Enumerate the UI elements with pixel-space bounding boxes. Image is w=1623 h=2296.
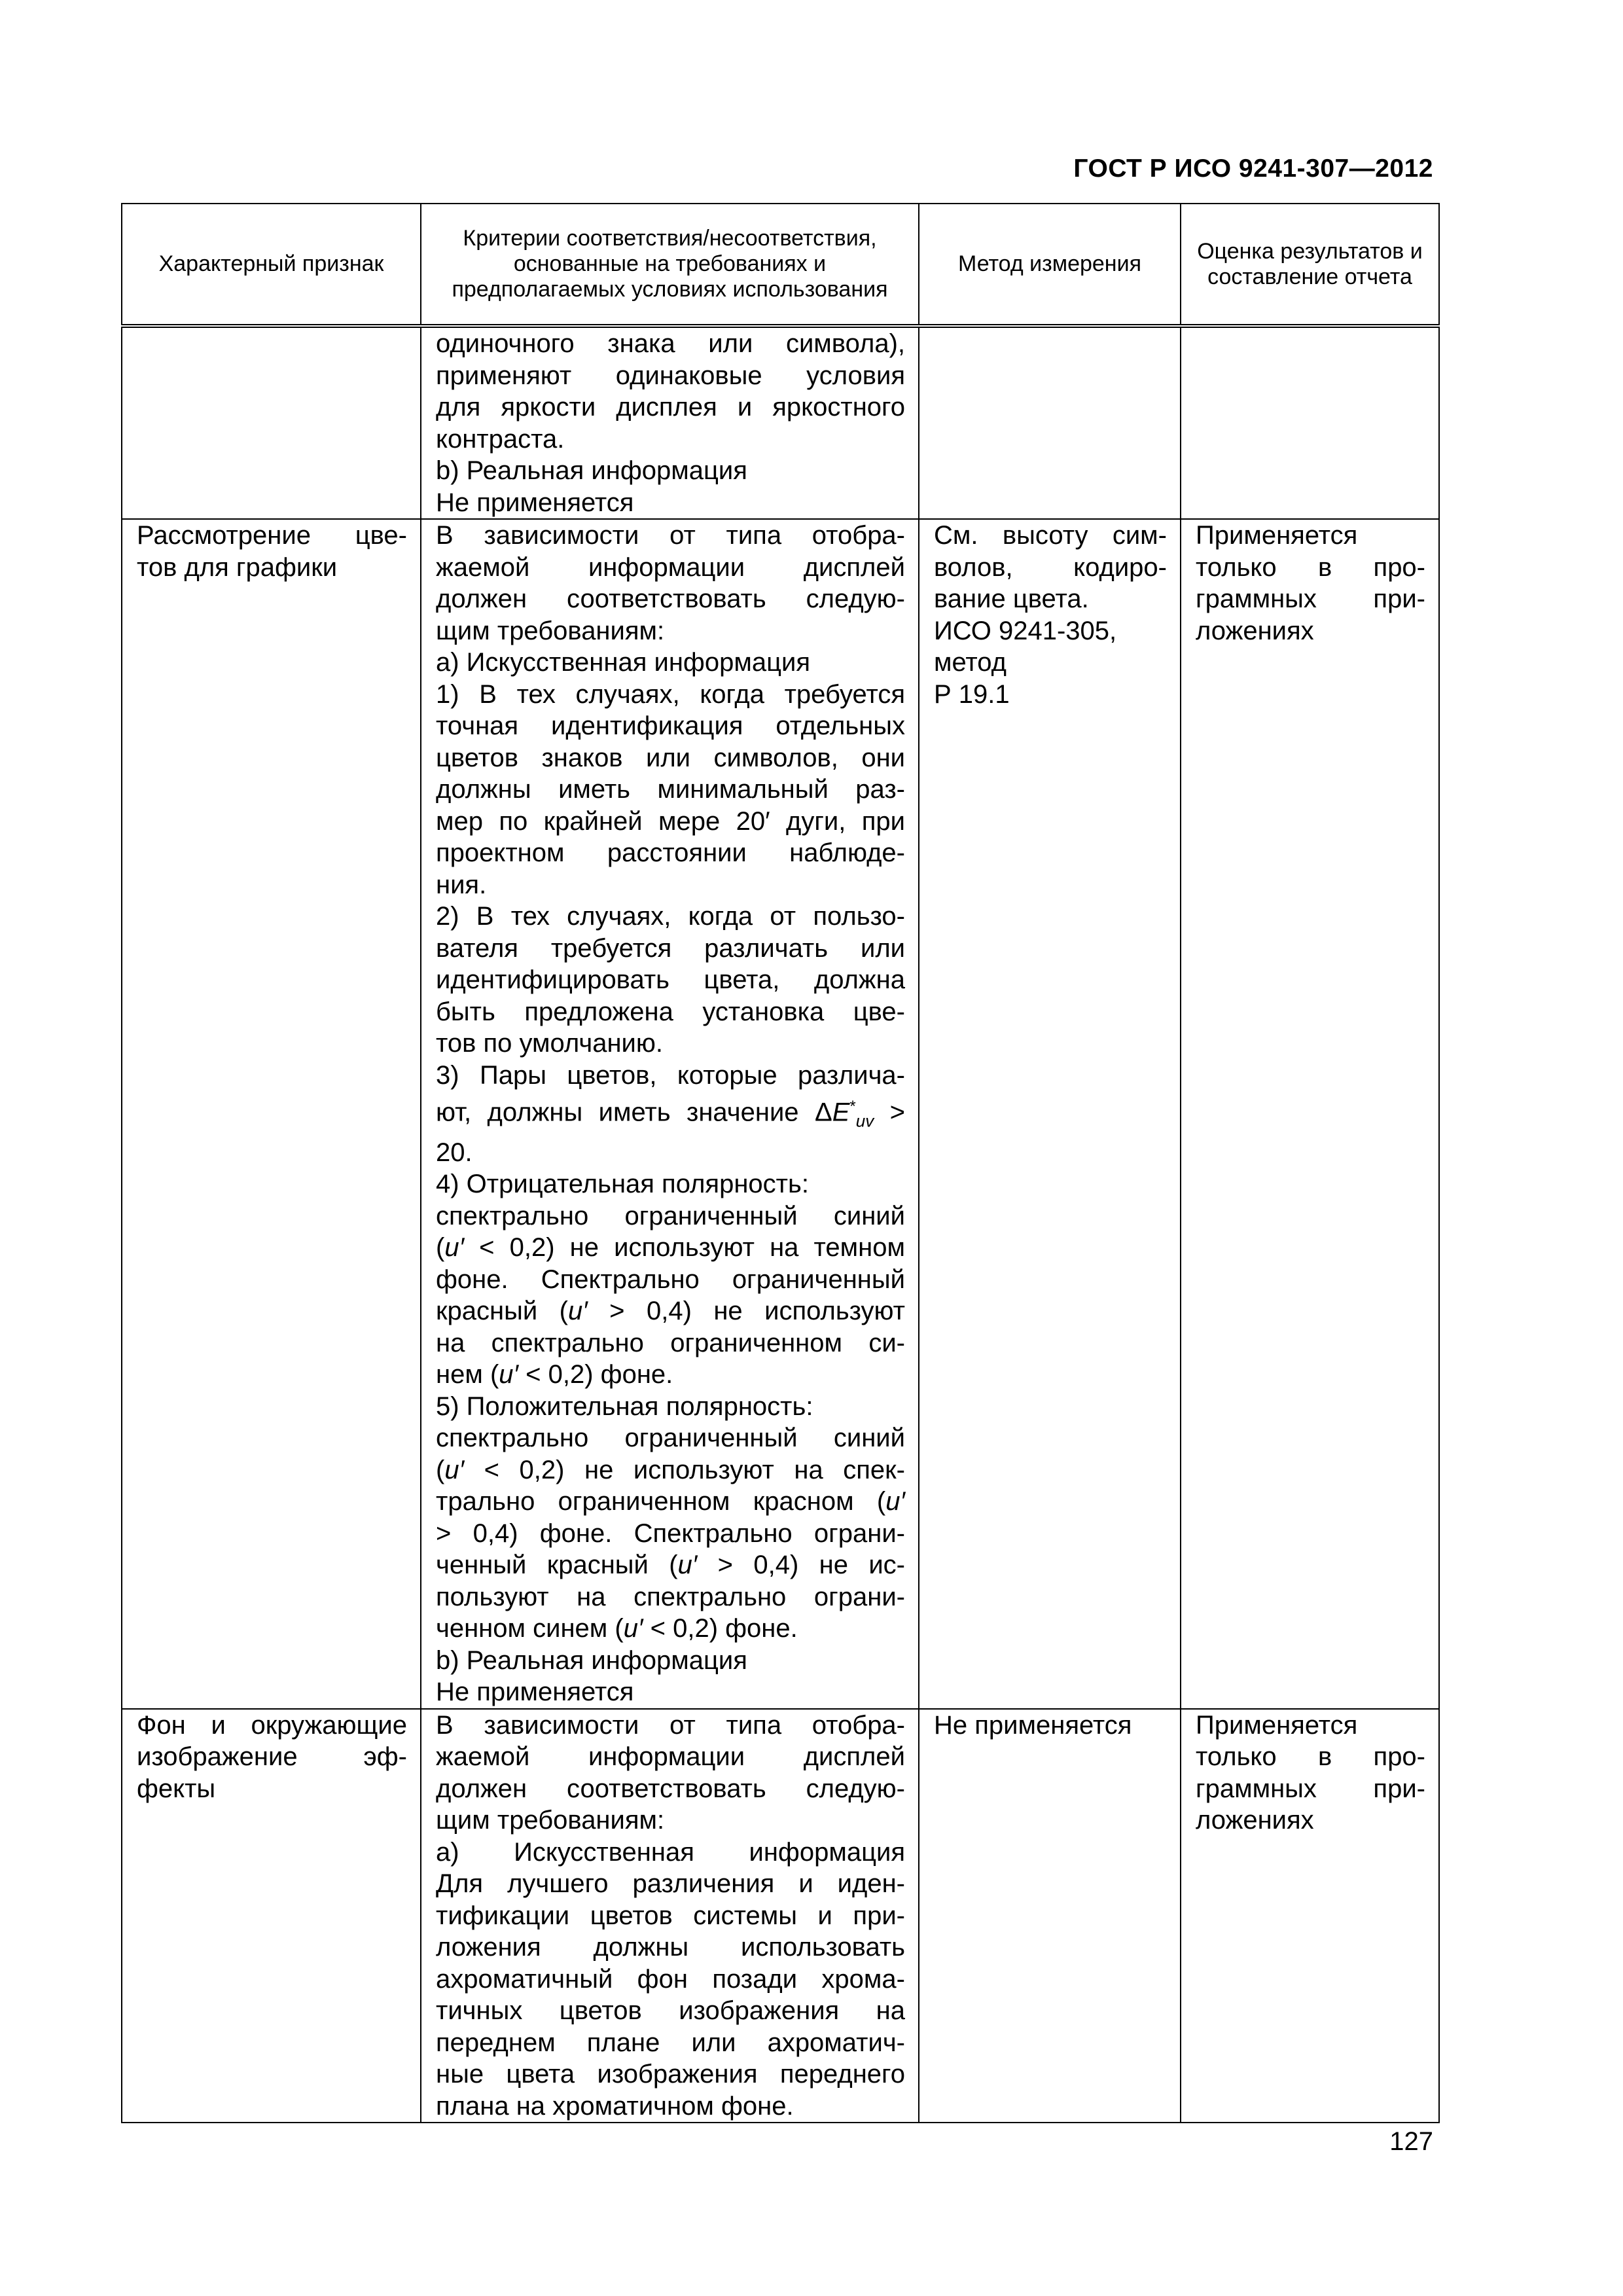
cell-line: ложениях — [1196, 616, 1314, 645]
cell-line: должен соответствовать следую- — [436, 584, 905, 613]
cell-line: одиночного знака или символа), — [436, 329, 905, 358]
page-number: 127 — [1389, 2127, 1433, 2156]
requirements-table — [121, 203, 1440, 2123]
cell-line: плана на хроматичном фоне. — [436, 2091, 794, 2121]
cell-assessment — [1181, 1709, 1439, 2123]
cell-feature — [122, 1709, 421, 2123]
cell-line: применяют одинаковые условия — [436, 361, 905, 390]
cell-line: граммных при- — [1196, 1774, 1425, 1803]
cell-line: контраста. — [436, 424, 565, 454]
cell-line: (u′ < 0,2) не используют на спек- — [436, 1455, 905, 1484]
cell-line: тов по умолчанию. — [436, 1029, 664, 1058]
cell-line: ные цвета изображения переднего — [436, 2060, 905, 2089]
column-header-criteria: Критерии соответствия/несоответствия, основанные на требованиях и предполагаемых условиях использования — [421, 204, 919, 326]
cell-line: должен соответствовать следую- — [436, 1774, 905, 1803]
cell-line: спектрально ограниченный синий — [436, 1201, 905, 1230]
cell-line: жаемой информации дисплей — [436, 1742, 905, 1772]
cell-line: щим требованиям: — [436, 616, 665, 645]
cell-criteria — [421, 519, 919, 1709]
cell-criteria — [421, 326, 919, 519]
cell-line: ния. — [436, 870, 487, 899]
cell-line: 2) В тех случаях, когда от пользо- — [436, 902, 905, 931]
cell-assessment — [1181, 326, 1439, 519]
cell-line: нем (u′ < 0,2) фоне. — [436, 1360, 673, 1390]
cell-line: фекты — [137, 1774, 216, 1803]
cell-line: мер по крайней мере 20′ дуги, при — [436, 806, 905, 836]
cell-line: а) Искусственная информация — [436, 1837, 905, 1867]
cell-line: 1) В тех случаях, когда требуется — [436, 679, 905, 709]
cell-line: Применяется — [1196, 521, 1358, 550]
cell-line: волов, кодиро- — [934, 552, 1167, 582]
cell-line: ченный красный (u′ > 0,4) не ис- — [436, 1551, 905, 1580]
cell-assessment — [1181, 519, 1439, 1709]
cell-line: Не применяется — [934, 1710, 1132, 1740]
cell-line: 20. — [436, 1138, 473, 1167]
cell-line: только в про- — [1196, 1742, 1425, 1772]
cell-line: ложения должны использовать — [436, 1933, 905, 1962]
cell-line: пользуют на спектрально ограни- — [436, 1582, 905, 1611]
cell-line: вателя требуется различать или — [436, 933, 905, 963]
cell-method — [919, 519, 1181, 1709]
cell-line: красный (u′ > 0,4) не используют — [436, 1297, 905, 1326]
cell-line: Фон и окружающие — [137, 1710, 407, 1740]
cell-line: щим требованиям: — [436, 1806, 665, 1835]
column-header-assessment: Оценка результатов и составление отчета — [1181, 204, 1439, 326]
cell-line: > 0,4) фоне. Спектрально ограни- — [436, 1518, 905, 1548]
cell-line: изображение эф- — [137, 1742, 407, 1772]
cell-line: тичных цветов изображения на — [436, 1996, 905, 2026]
cell-line: ют, должны иметь значение $\Delta E^*_{uv}$ > — [436, 1098, 905, 1131]
table-header-row — [122, 204, 1439, 326]
document-code: ГОСТ Р ИСО 9241-307—2012 — [1073, 154, 1433, 183]
cell-line: тификации цветов системы и при- — [436, 1901, 905, 1930]
cell-line: точная идентификация отдельных — [436, 711, 905, 740]
cell-line: граммных при- — [1196, 584, 1425, 613]
cell-line: Не применяется — [436, 1677, 634, 1707]
cell-line: Рассмотрение цве- — [137, 521, 407, 550]
cell-line: ченном синем (u′ < 0,2) фоне. — [436, 1614, 798, 1643]
cell-line: тов для графики — [137, 552, 338, 582]
column-header-method: Метод измерения — [919, 204, 1181, 326]
cell-line: быть предложена установка цве- — [436, 997, 905, 1026]
cell-line: (u′ < 0,2) не используют на темном — [436, 1233, 905, 1263]
cell-line: должны иметь минимальный раз- — [436, 775, 905, 804]
table-row — [122, 326, 1439, 519]
cell-line: В зависимости от типа отобра- — [436, 521, 905, 550]
cell-line: ахроматичный фон позади хрома- — [436, 1964, 905, 1994]
cell-feature — [122, 519, 421, 1709]
cell-line: фоне. Спектрально ограниченный — [436, 1265, 905, 1294]
cell-line: Не применяется — [436, 488, 634, 517]
cell-method — [919, 326, 1181, 519]
cell-criteria — [421, 1709, 919, 2123]
cell-line: b) Реальная информация — [436, 456, 747, 485]
cell-line: 4) Отрицательная полярность: — [436, 1170, 809, 1199]
cell-line: См. высоту сим- — [934, 521, 1167, 550]
column-header-feature: Характерный признак — [122, 204, 421, 326]
cell-line: метод — [934, 648, 1007, 677]
table-row — [122, 519, 1439, 1709]
cell-line: идентифицировать цвета, должна — [436, 965, 905, 994]
cell-line: вание цвета. — [934, 584, 1089, 613]
cell-line: В зависимости от типа отобра- — [436, 1710, 905, 1740]
cell-line: переднем плане или ахроматич- — [436, 2028, 905, 2057]
cell-line: жаемой информации дисплей — [436, 552, 905, 582]
cell-line: трально ограниченном красном (u′ — [436, 1487, 905, 1516]
cell-line: b) Реальная информация — [436, 1645, 747, 1675]
cell-line: Для лучшего различения и иден- — [436, 1869, 905, 1899]
cell-line: проектном расстоянии наблюде- — [436, 838, 905, 867]
cell-line: ИСО 9241-305, — [934, 616, 1117, 645]
cell-line: Применяется — [1196, 1710, 1358, 1740]
cell-line: а) Искусственная информация — [436, 648, 810, 677]
cell-line: спектрально ограниченный синий — [436, 1424, 905, 1453]
cell-line: 5) Положительная полярность: — [436, 1391, 813, 1421]
cell-line: на спектрально ограниченном си- — [436, 1328, 905, 1357]
cell-line: только в про- — [1196, 552, 1425, 582]
cell-line: Р 19.1 — [934, 679, 1010, 709]
cell-method — [919, 1709, 1181, 2123]
cell-line: ложениях — [1196, 1806, 1314, 1835]
cell-line: 3) Пары цветов, которые различа- — [436, 1060, 905, 1090]
table-row — [122, 1709, 1439, 2123]
cell-feature — [122, 326, 421, 519]
cell-line: цветов знаков или символов, они — [436, 743, 905, 772]
cell-line: для яркости дисплея и яркостного — [436, 393, 905, 422]
